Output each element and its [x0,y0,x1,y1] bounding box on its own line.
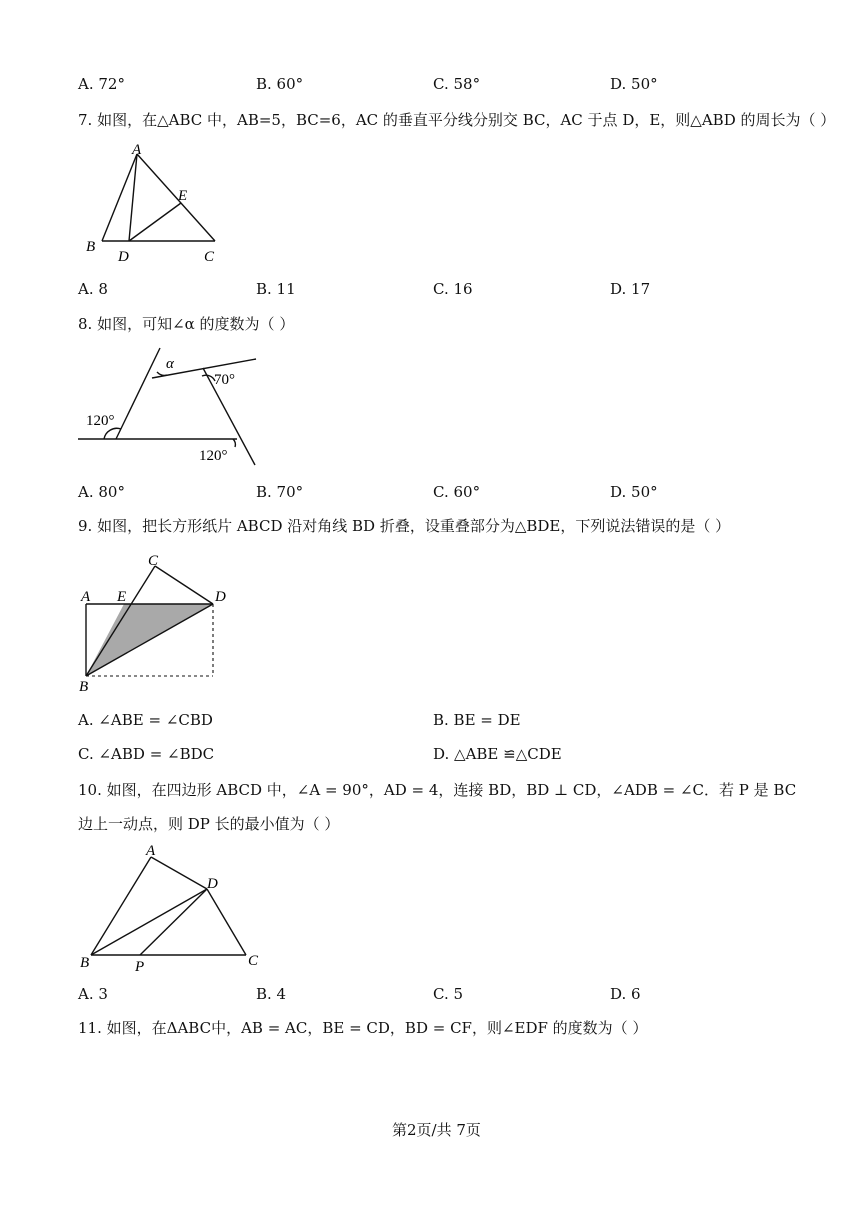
q7-option-d: D. 17 [610,280,651,298]
q8-figure [75,342,265,472]
q7-option-a: A. 8 [78,280,108,298]
q7-option-b: B. 11 [256,280,296,298]
q9-label-d: D [215,589,226,605]
q7-label-d: D [118,249,129,265]
q6-option-d: D. 50° [610,75,658,93]
q10-question-line2: 边上一动点，则 DP 长的最小值为（ ） [78,815,340,833]
q7-label-c: C [204,249,215,265]
q10-option-c: C. 5 [433,985,464,1003]
q6-option-b: B. 60° [256,75,304,93]
page-number: 第2页/共 7页 [392,1121,481,1139]
q9-label-c: C [148,553,159,569]
q10-label-b: B [80,955,90,971]
q7-label-b: B [86,239,96,255]
q10-label-p: P [135,959,145,975]
q8-option-a: A. 80° [78,483,125,501]
q8-label-alpha: α [166,356,174,372]
q10-label-a: A [146,843,156,859]
q7-figure [80,140,240,270]
q9-label-e: E [117,589,127,605]
q9-option-a: A. ∠ABE = ∠CBD [78,711,213,729]
q7-option-c: C. 16 [433,280,473,298]
q10-question-line1: 10. 如图，在四边形 ABCD 中，∠A = 90°，AD = 4，连接 BD，BD ⊥ CD，∠ADB = ∠C．若 P 是 BC [78,781,797,799]
q9-label-b: B [79,679,89,695]
q7-label-a: A [132,142,142,158]
q6-option-c: C. 58° [433,75,481,93]
q8-label-70: 70° [214,372,235,388]
q10-option-b: B. 4 [256,985,287,1003]
q9-option-d: D. △ABE ≌△CDE [433,745,562,763]
q8-option-d: D. 50° [610,483,658,501]
q9-figure [76,548,236,698]
q11-question: 11. 如图，在ΔABC中，AB = AC，BE = CD，BD = CF，则∠EDF 的度数为（ ） [78,1019,648,1037]
q9-label-a: A [81,589,91,605]
q8-label-120-left: 120° [86,413,115,429]
q8-label-120-bottom: 120° [199,448,228,464]
q9-option-b: B. BE = DE [433,711,521,729]
q7-label-e: E [178,188,188,204]
q10-figure [76,838,276,978]
q9-question: 9. 如图，把长方形纸片 ABCD 沿对角线 BD 折叠，设重叠部分为△BDE，下列说法错误的是（ ） [78,517,731,535]
q7-question: 7. 如图，在△ABC 中，AB=5，BC=6，AC 的垂直平分线分别交 BC，AC 于点 D，E，则△ABD 的周长为（ ） [78,111,836,129]
q10-label-d: D [207,876,218,892]
q10-label-c: C [248,953,259,969]
q6-option-a: A. 72° [78,75,125,93]
q10-option-a: A. 3 [78,985,108,1003]
q10-option-d: D. 6 [610,985,641,1003]
q8-option-b: B. 70° [256,483,304,501]
q9-option-c: C. ∠ABD = ∠BDC [78,745,215,763]
q8-question: 8. 如图，可知∠α 的度数为（ ） [78,315,295,333]
q8-option-c: C. 60° [433,483,481,501]
